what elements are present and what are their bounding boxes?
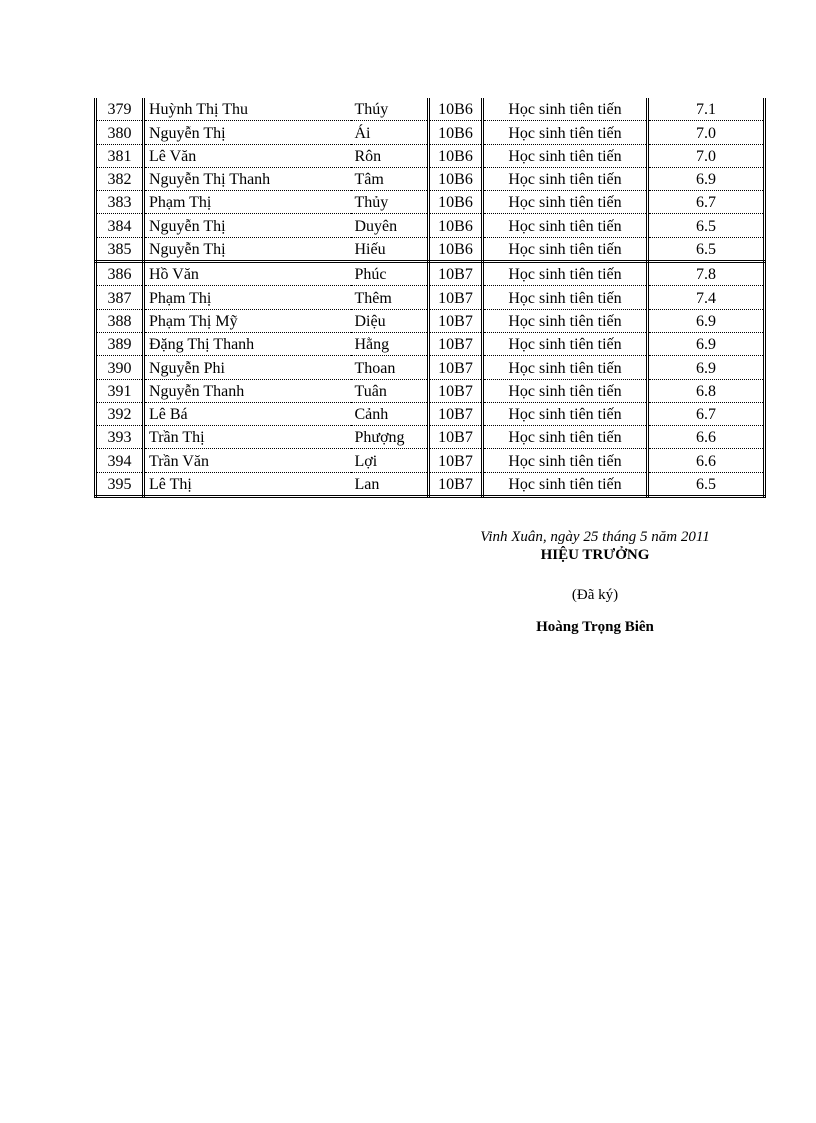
student-class: 10B7 (429, 286, 483, 309)
student-score: 7.4 (648, 286, 765, 309)
table-row (96, 449, 765, 472)
student-last-name: Phượng (351, 426, 429, 449)
student-last-name: Thúy (351, 98, 429, 121)
row-number: 395 (96, 472, 144, 496)
student-score: 7.0 (648, 121, 765, 144)
student-roster-table-wrap (94, 98, 763, 498)
row-number: 390 (96, 356, 144, 379)
student-last-name: Thoan (351, 356, 429, 379)
table-row (96, 426, 765, 449)
student-last-name: Hằng (351, 332, 429, 355)
student-title: Học sinh tiên tiến (483, 379, 648, 402)
student-score: 6.5 (648, 472, 765, 496)
student-first-name: Phạm Thị Mỹ (144, 309, 351, 332)
student-last-name: Cảnh (351, 402, 429, 425)
student-class: 10B7 (429, 402, 483, 425)
student-score: 6.6 (648, 426, 765, 449)
student-first-name: Phạm Thị (144, 286, 351, 309)
student-first-name: Nguyễn Thị Thanh (144, 167, 351, 190)
row-number: 385 (96, 237, 144, 261)
table-row (96, 402, 765, 425)
table-row (96, 237, 765, 261)
signature-name: Hoàng Trọng Biên (536, 619, 654, 635)
student-score: 6.5 (648, 214, 765, 237)
student-score: 7.1 (648, 98, 765, 121)
student-title: Học sinh tiên tiến (483, 98, 648, 121)
student-last-name: Duyên (351, 214, 429, 237)
student-title: Học sinh tiên tiến (483, 426, 648, 449)
student-last-name: Ái (351, 121, 429, 144)
student-score: 6.7 (648, 191, 765, 214)
student-class: 10B6 (429, 144, 483, 167)
student-class: 10B6 (429, 237, 483, 261)
table-row (96, 472, 765, 496)
student-last-name: Tuân (351, 379, 429, 402)
student-class: 10B7 (429, 309, 483, 332)
row-number: 383 (96, 191, 144, 214)
student-last-name: Diệu (351, 309, 429, 332)
student-class: 10B7 (429, 426, 483, 449)
row-number: 391 (96, 379, 144, 402)
roster-body (96, 98, 765, 497)
student-title: Học sinh tiên tiến (483, 356, 648, 379)
row-number: 393 (96, 426, 144, 449)
student-first-name: Lê Thị (144, 472, 351, 496)
row-number: 394 (96, 449, 144, 472)
student-score: 6.9 (648, 167, 765, 190)
table-row (96, 332, 765, 355)
student-first-name: Nguyễn Thị (144, 237, 351, 261)
student-title: Học sinh tiên tiến (483, 309, 648, 332)
student-score: 7.0 (648, 144, 765, 167)
student-title: Học sinh tiên tiến (483, 237, 648, 261)
student-score: 6.9 (648, 356, 765, 379)
student-last-name: Hiếu (351, 237, 429, 261)
student-last-name: Lan (351, 472, 429, 496)
student-last-name: Tâm (351, 167, 429, 190)
table-row (96, 144, 765, 167)
row-number: 388 (96, 309, 144, 332)
student-class: 10B7 (429, 262, 483, 286)
student-first-name: Nguyễn Thanh (144, 379, 351, 402)
student-title: Học sinh tiên tiến (483, 121, 648, 144)
table-row (96, 167, 765, 190)
table-row (96, 379, 765, 402)
student-class: 10B6 (429, 167, 483, 190)
student-title: Học sinh tiên tiến (483, 144, 648, 167)
student-first-name: Phạm Thị (144, 191, 351, 214)
student-first-name: Hồ Văn (144, 262, 351, 286)
table-row (96, 286, 765, 309)
student-title: Học sinh tiên tiến (483, 472, 648, 496)
student-score: 6.9 (648, 332, 765, 355)
row-number: 386 (96, 262, 144, 286)
row-number: 380 (96, 121, 144, 144)
student-first-name: Nguyễn Thị (144, 214, 351, 237)
student-class: 10B7 (429, 332, 483, 355)
student-roster-table (94, 98, 766, 498)
row-number: 387 (96, 286, 144, 309)
student-first-name: Huỳnh Thị Thu (144, 98, 351, 121)
student-title: Học sinh tiên tiến (483, 262, 648, 286)
student-first-name: Nguyễn Thị (144, 121, 351, 144)
student-score: 6.6 (648, 449, 765, 472)
student-last-name: Lợi (351, 449, 429, 472)
signature-note: (Đã ký) (571, 587, 619, 603)
student-title: Học sinh tiên tiến (483, 402, 648, 425)
student-score: 6.5 (648, 237, 765, 261)
student-title: Học sinh tiên tiến (483, 332, 648, 355)
signature-role: HIỆU TRƯỞNG (540, 547, 650, 563)
signature-date-line: Vinh Xuân, ngày 25 tháng 5 năm 2011 (480, 529, 710, 545)
student-score: 6.8 (648, 379, 765, 402)
student-class: 10B6 (429, 191, 483, 214)
student-score: 6.7 (648, 402, 765, 425)
table-row (96, 356, 765, 379)
signature-block (470, 528, 720, 636)
table-row (96, 214, 765, 237)
row-number: 382 (96, 167, 144, 190)
row-number: 389 (96, 332, 144, 355)
student-title: Học sinh tiên tiến (483, 191, 648, 214)
table-row (96, 121, 765, 144)
student-first-name: Đặng Thị Thanh (144, 332, 351, 355)
table-row (96, 98, 765, 121)
student-class: 10B6 (429, 214, 483, 237)
student-score: 6.9 (648, 309, 765, 332)
student-title: Học sinh tiên tiến (483, 167, 648, 190)
student-class: 10B7 (429, 449, 483, 472)
student-last-name: Thêm (351, 286, 429, 309)
student-class: 10B7 (429, 356, 483, 379)
student-first-name: Trần Văn (144, 449, 351, 472)
row-number: 379 (96, 98, 144, 121)
row-number: 384 (96, 214, 144, 237)
row-number: 381 (96, 144, 144, 167)
row-number: 392 (96, 402, 144, 425)
student-last-name: Rôn (351, 144, 429, 167)
student-first-name: Lê Bá (144, 402, 351, 425)
student-title: Học sinh tiên tiến (483, 214, 648, 237)
student-score: 7.8 (648, 262, 765, 286)
table-row (96, 262, 765, 286)
student-last-name: Phúc (351, 262, 429, 286)
student-first-name: Trần Thị (144, 426, 351, 449)
table-row (96, 309, 765, 332)
student-first-name: Nguyễn Phi (144, 356, 351, 379)
student-last-name: Thủy (351, 191, 429, 214)
student-title: Học sinh tiên tiến (483, 449, 648, 472)
student-class: 10B7 (429, 379, 483, 402)
student-title: Học sinh tiên tiến (483, 286, 648, 309)
student-first-name: Lê Văn (144, 144, 351, 167)
student-class: 10B7 (429, 472, 483, 496)
student-class: 10B6 (429, 98, 483, 121)
table-row (96, 191, 765, 214)
student-class: 10B6 (429, 121, 483, 144)
